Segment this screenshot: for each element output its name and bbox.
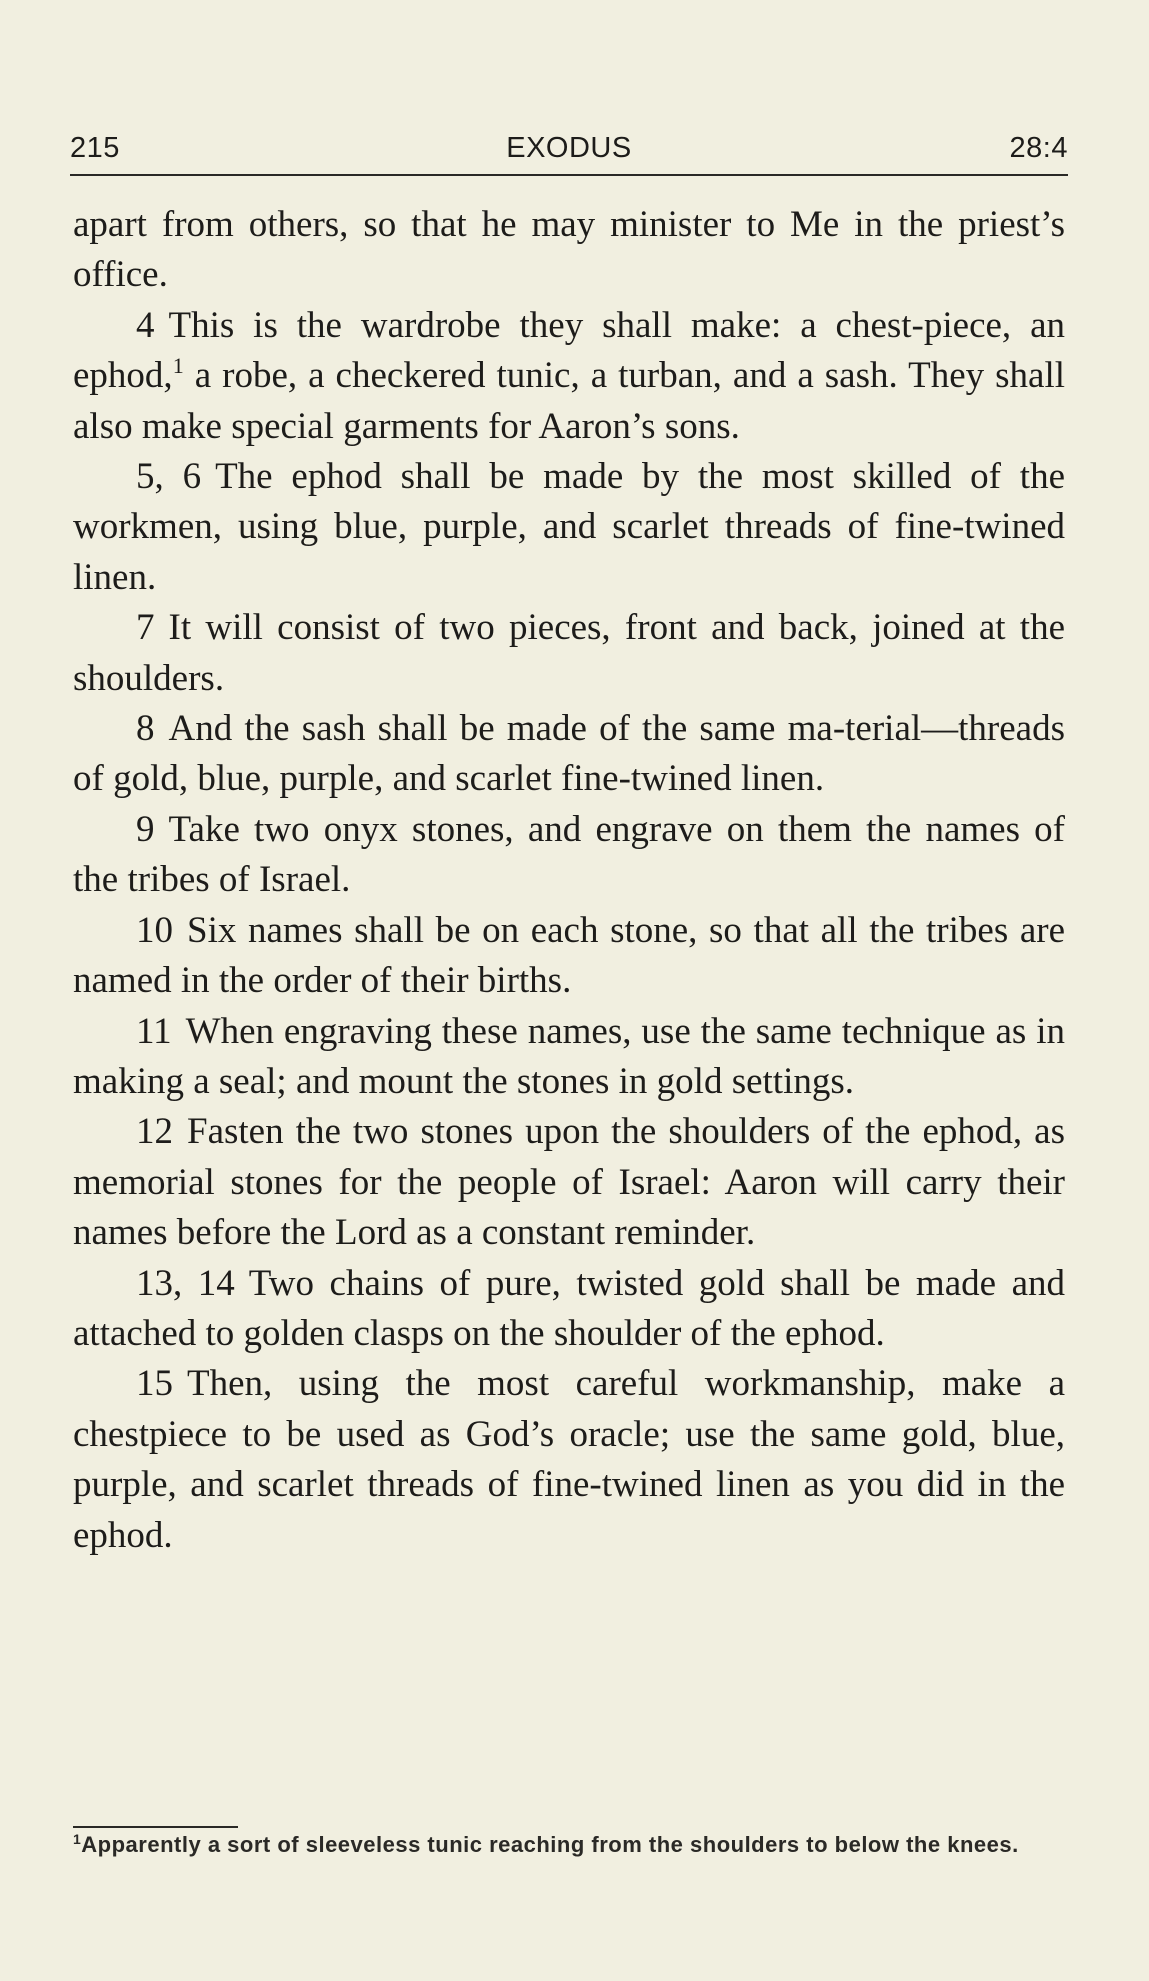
- paragraph-text: This is the wardrobe they shall make: a chest-piece, an ephod,: [73, 304, 1065, 397]
- verse-number: 11: [136, 1010, 172, 1052]
- verse-number: 12: [136, 1111, 173, 1153]
- verse-paragraph: [73, 452, 1065, 603]
- verse-paragraph: [73, 1007, 1065, 1108]
- chapter-verse-reference: 28:4: [1009, 132, 1068, 164]
- verse-number: 7: [136, 607, 155, 649]
- paragraph-text: Then, using the most careful workmanship, make a chestpiece to be used as God’s oracle; use the same gold, blue, purple, and scarlet threads of fine-twined linen as you did in the ephod.: [73, 1363, 1065, 1556]
- paragraph-text-after-marker: a robe, a checkered tunic, a turban, and a sash. They shall also make special garments for Aaron’s sons.: [73, 355, 1065, 447]
- footnote-marker: 1: [172, 353, 184, 379]
- verse-number: 5, 6: [136, 456, 202, 498]
- verse-paragraph: [73, 1359, 1065, 1561]
- header-rule: [70, 174, 1068, 176]
- verse-paragraph: [73, 704, 1065, 805]
- paragraph-text: Fasten the two stones upon the shoulders of the ephod, as memorial stones for the people of Israel: Aaron will carry their names before the Lord as a constant reminder.: [73, 1111, 1065, 1254]
- paragraph-text: Two chains of pure, twisted gold shall be made and attached to golden clasps on the shoulder of the ephod.: [73, 1262, 1065, 1354]
- paragraph-text: And the sash shall be made of the same ma-terial—threads of gold, blue, purple, and scarlet fine-twined linen.: [73, 708, 1065, 800]
- footnote: [73, 1833, 1065, 1857]
- verse-paragraph: [73, 1107, 1065, 1258]
- verse-paragraph: [73, 906, 1065, 1007]
- body-text: [73, 200, 1065, 1561]
- verse-number: 15: [136, 1363, 173, 1405]
- paragraph-text: apart from others, so that he may minister to Me in the priest’s office.: [73, 204, 1065, 296]
- paragraph-text: Take two onyx stones, and engrave on them the names of the tribes of Israel.: [73, 808, 1065, 901]
- book-title: EXODUS: [506, 132, 632, 164]
- verse-paragraph: [73, 301, 1065, 452]
- verse-number: 8: [136, 708, 155, 750]
- verse-number: 13, 14: [136, 1262, 235, 1304]
- paragraph-continuation: [73, 200, 1065, 301]
- paragraph-text: It will consist of two pieces, front and back, joined at the shoulders.: [73, 607, 1065, 699]
- running-header: [70, 132, 1068, 172]
- verse-paragraph: [73, 1259, 1065, 1360]
- paragraph-text: The ephod shall be made by the most skilled of the workmen, using blue, purple, and scarlet threads of fine-twined linen.: [73, 456, 1066, 598]
- paragraph-text: When engraving these names, use the same technique as in making a seal; and mount the stones in gold settings.: [73, 1010, 1065, 1102]
- verse-paragraph: [73, 805, 1065, 906]
- verse-number: 4: [136, 304, 155, 346]
- footnote-rule: [73, 1826, 238, 1828]
- page-number: 215: [70, 132, 120, 164]
- verse-number: 10: [136, 909, 173, 951]
- verse-number: 9: [136, 808, 155, 850]
- footnote-text: Apparently a sort of sleeveless tunic reaching from the shoulders to below the knees.: [81, 1832, 1019, 1857]
- paragraph-text: Six names shall be on each stone, so that all the tribes are named in the order of their births.: [73, 909, 1065, 1002]
- verse-paragraph: [73, 603, 1065, 704]
- footnote-number: 1: [73, 1831, 82, 1847]
